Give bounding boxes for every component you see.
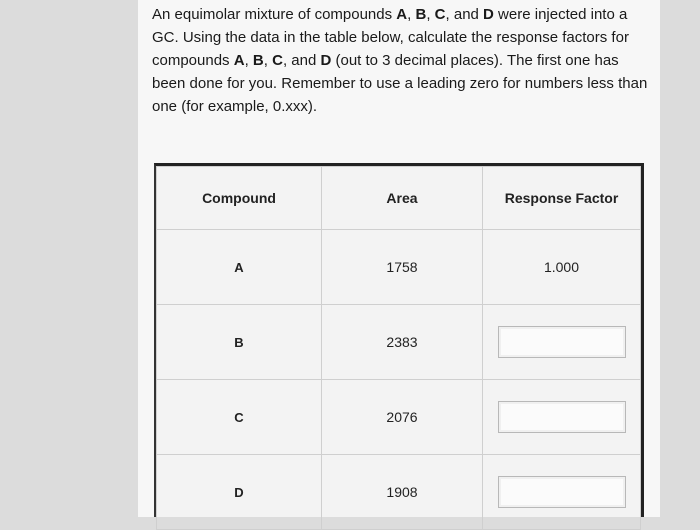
- question-page: [138, 0, 660, 517]
- response-factor-table: [156, 166, 641, 530]
- area-cell: 2076: [322, 380, 483, 455]
- response-factor-cell: [483, 380, 641, 455]
- area-cell: 1908: [322, 455, 483, 530]
- question-text: [152, 3, 652, 118]
- compound-cell: C: [157, 380, 322, 455]
- area-cell: 1758: [322, 230, 483, 305]
- table-row: [157, 230, 641, 305]
- table-header-row: [157, 167, 641, 230]
- compound-ref: D: [320, 52, 332, 69]
- table-row: [157, 380, 641, 455]
- compound-ref: B: [415, 6, 427, 23]
- compound-ref: C: [434, 6, 446, 23]
- question-text-part: were injected into a GC. Using the data in the table below, calculate the response factors for compounds: [152, 6, 629, 69]
- question-text-part: An equimolar mixture of compounds: [152, 6, 397, 23]
- response-factor-value: 1.000: [483, 230, 641, 305]
- compound-cell: B: [157, 305, 322, 380]
- response-factor-input-d[interactable]: [498, 476, 626, 508]
- compound-ref: A: [233, 52, 245, 69]
- header-compound: Compound: [157, 167, 322, 230]
- compound-cell: A: [157, 230, 322, 305]
- separator: ,: [407, 6, 416, 23]
- response-factor-table-frame: [154, 163, 644, 517]
- area-cell: 2383: [322, 305, 483, 380]
- header-area: Area: [322, 167, 483, 230]
- table-row: [157, 455, 641, 530]
- response-factor-input-b[interactable]: [498, 326, 626, 358]
- separator: , and: [282, 52, 321, 69]
- compound-ref: C: [272, 52, 283, 69]
- header-response-factor: Response Factor: [483, 167, 641, 230]
- compound-ref: B: [252, 52, 264, 69]
- response-factor-cell: [483, 455, 641, 530]
- compound-ref: D: [483, 6, 494, 23]
- separator: , and: [445, 6, 484, 23]
- compound-ref: A: [396, 6, 408, 23]
- question-text-part: (out to 3 decimal places). The first one has been done for you. Remember to use a leading zero for numbers less than one (for example, 0.xxx).: [152, 52, 648, 115]
- response-factor-cell: [483, 305, 641, 380]
- compound-cell: D: [157, 455, 322, 530]
- separator: ,: [244, 52, 253, 69]
- separator: ,: [426, 6, 435, 23]
- table-row: [157, 305, 641, 380]
- response-factor-input-c[interactable]: [498, 401, 626, 433]
- separator: ,: [263, 52, 273, 69]
